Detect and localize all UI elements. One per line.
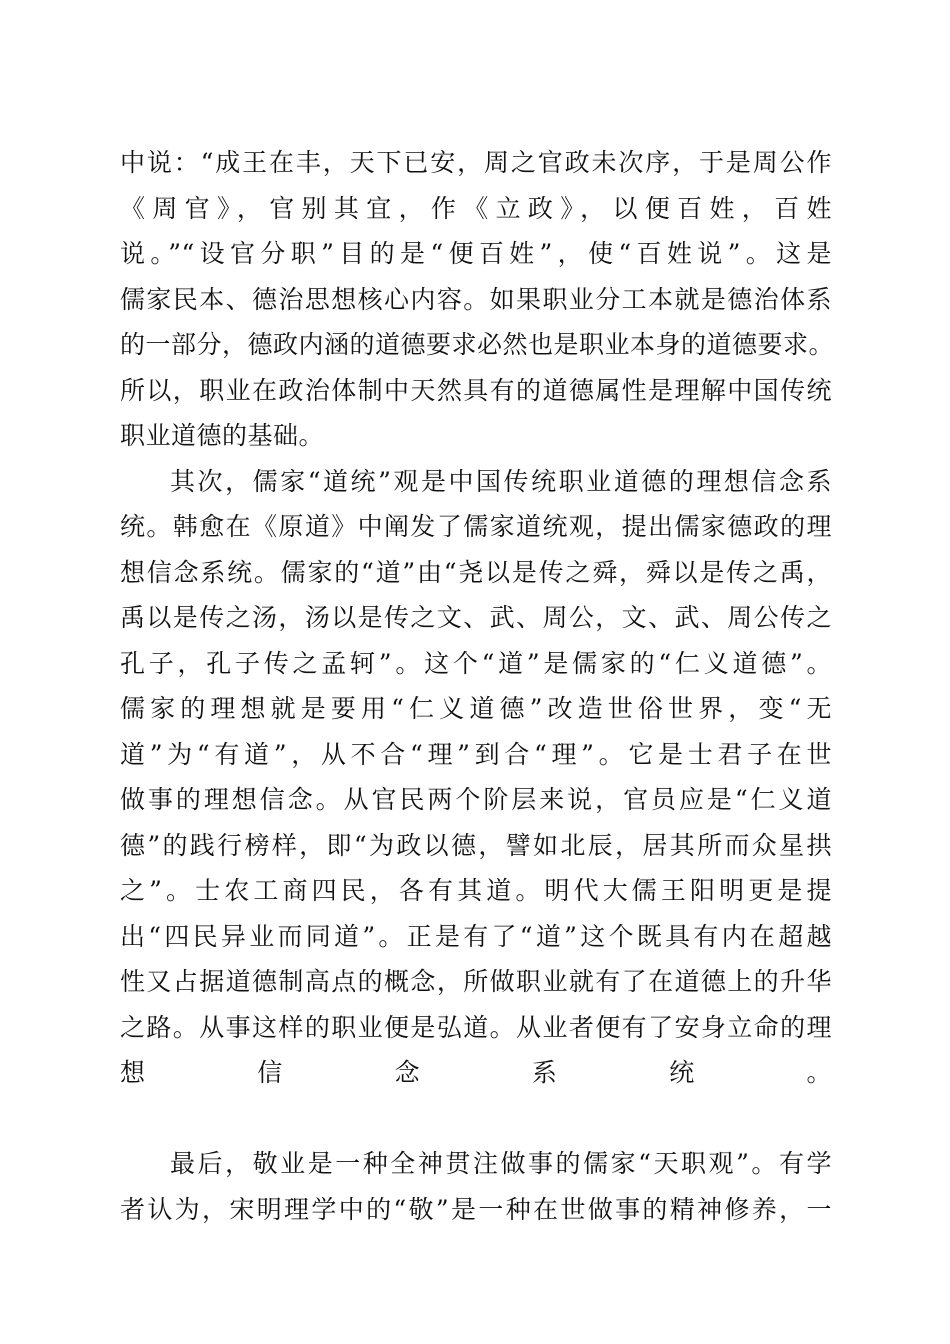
paragraph-1 <box>120 140 835 459</box>
text-line: 想信念系统。儒家的“道”由“尧以是传之舜，舜以是传之禹， <box>120 557 832 587</box>
text-line: 之”。士农工商四民，各有其道。明代大儒王阳明更是提 <box>120 876 832 905</box>
text-line: 最后，敬业是一种全神贯注做事的儒家“天职观”。有学 <box>170 1149 832 1178</box>
text-line: 者认为，宋明理学中的“敬”是一种在世做事的精神修养，一 <box>120 1194 832 1224</box>
text-line: 出“四民异业而同道”。正是有了“道”这个既具有内在超越 <box>120 921 832 951</box>
text-line: 中说：“成王在丰，天下已安，周之官政未次序，于是周公作 <box>120 148 832 177</box>
text-line: 职业道德的基础。 <box>120 421 325 450</box>
text-line: 儒家的理想就是要用“仁义道德”改造世俗世界，变“无 <box>120 694 832 723</box>
text-line: 德”的践行榜样，即“为政以德，譬如北辰，居其所而众星拱 <box>120 830 832 860</box>
text-line: 其次，儒家“道统”观是中国传统职业道德的理想信念系 <box>170 466 832 496</box>
paragraph-2 <box>120 459 832 1142</box>
text-line: 统。韩愈在《原道》中阐发了儒家道统观，提出儒家德政的理 <box>120 512 832 541</box>
text-line: 孔子，孔子传之孟轲”。这个“道”是儒家的“仁义道德”。 <box>120 648 832 678</box>
paragraph-3 <box>120 1141 832 1232</box>
text-line <box>120 1096 832 1142</box>
text-line: 《周官》，官别其宜，作《立政》，以便百姓，百姓 <box>120 193 832 223</box>
text-line: 道”为“有道”，从不合“理”到合“理”。它是士君子在世 <box>120 739 832 769</box>
body-text <box>120 140 835 1232</box>
text-line: 禹以是传之汤，汤以是传之文、武、周公，文、武、周公传之 <box>120 603 832 632</box>
text-line: 做事的理想信念。从官民两个阶层来说，官员应是“仁义道 <box>120 785 832 814</box>
text-line: 儒家民本、德治思想核心内容。如果职业分工本就是德治体系 <box>120 284 832 314</box>
text-line: 之路。从事这样的职业便是弘道。从业者便有了安身立命的理 <box>120 1012 832 1042</box>
text-line: 所以，职业在政治体制中天然具有的道德属性是理解中国传统 <box>120 375 832 405</box>
text-line: 说。”“设官分职”目的是“便百姓”，使“百姓说”。这是 <box>120 239 832 268</box>
text-line: 性又占据道德制高点的概念，所做职业就有了在道德上的升华 <box>120 967 832 996</box>
text-line: 的一部分，德政内涵的道德要求必然也是职业本身的道德要求。 <box>120 330 835 359</box>
text-line: 想信念系统。 <box>120 1058 832 1087</box>
